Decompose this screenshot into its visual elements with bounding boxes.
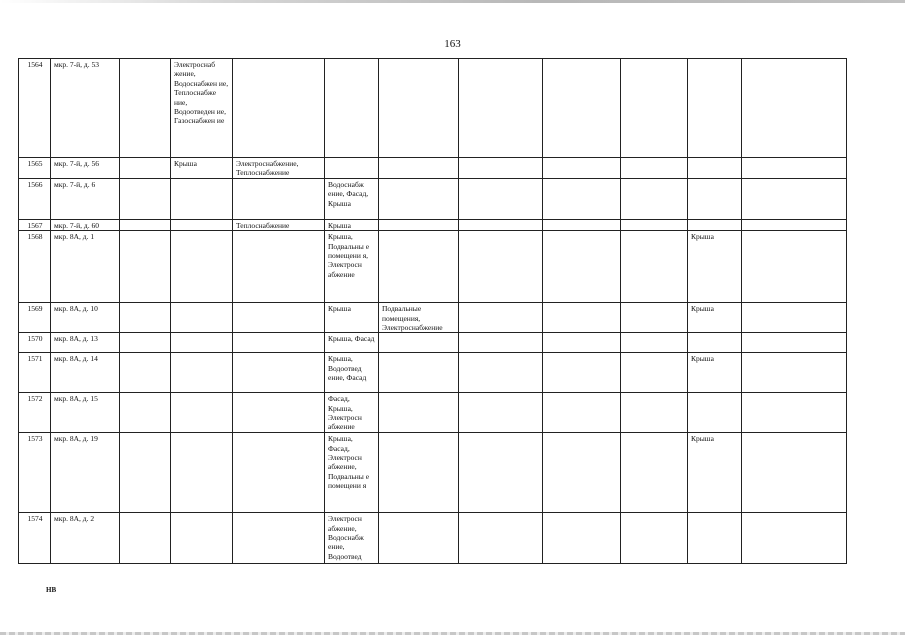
cell-c12	[742, 219, 847, 230]
cell-c3	[120, 178, 171, 219]
cell-c8	[459, 158, 543, 179]
cell-c9	[543, 433, 621, 513]
cell-c7	[379, 513, 459, 564]
cell-c9	[543, 303, 621, 333]
cell-c5	[233, 231, 325, 303]
cell-num: 1574	[19, 513, 51, 564]
cell-c5	[233, 353, 325, 393]
cell-c12	[742, 59, 847, 158]
cell-c11	[688, 178, 742, 219]
cell-c4	[171, 513, 233, 564]
cell-c3	[120, 219, 171, 230]
cell-c10	[621, 178, 688, 219]
cell-c5	[233, 333, 325, 353]
cell-c9	[543, 158, 621, 179]
cell-c10	[621, 158, 688, 179]
cell-c6	[325, 158, 379, 179]
cell-c11: Крыша	[688, 303, 742, 333]
cell-c5	[233, 393, 325, 433]
cell-c3	[120, 231, 171, 303]
cell-c5	[233, 303, 325, 333]
cell-c12	[742, 393, 847, 433]
cell-c4	[171, 393, 233, 433]
cell-c3	[120, 333, 171, 353]
cell-c11	[688, 513, 742, 564]
cell-c11: Крыша	[688, 231, 742, 303]
cell-c4: Электроснаб жение, Водоснабжен ие, Теплоснабже ние, Водоотведен ие, Газоснабжен ие	[171, 59, 233, 158]
cell-c11	[688, 333, 742, 353]
cell-c3	[120, 303, 171, 333]
cell-c4	[171, 433, 233, 513]
cell-c4	[171, 353, 233, 393]
cell-num: 1568	[19, 231, 51, 303]
cell-c6: Крыша, Подвальны е помещени я, Электросн абжение	[325, 231, 379, 303]
cell-addr: мкр. 8А, д. 15	[51, 393, 120, 433]
cell-num: 1566	[19, 178, 51, 219]
table-row	[19, 303, 847, 333]
table-row	[19, 333, 847, 353]
cell-c8	[459, 353, 543, 393]
cell-c3	[120, 433, 171, 513]
cell-c4	[171, 178, 233, 219]
cell-addr: мкр. 7-й, д. 60	[51, 219, 120, 230]
table-row	[19, 178, 847, 219]
cell-c10	[621, 303, 688, 333]
cell-num: 1569	[19, 303, 51, 333]
cell-c7	[379, 433, 459, 513]
cell-c8	[459, 433, 543, 513]
cell-c6	[325, 59, 379, 158]
cell-c12	[742, 353, 847, 393]
cell-c11: Крыша	[688, 433, 742, 513]
cell-c4: Крыша	[171, 158, 233, 179]
cell-c6: Фасад, Крыша, Электросн абжение	[325, 393, 379, 433]
cell-c12	[742, 513, 847, 564]
cell-c3	[120, 353, 171, 393]
table-row	[19, 59, 847, 158]
cell-c12	[742, 231, 847, 303]
table-row	[19, 513, 847, 564]
cell-c10	[621, 219, 688, 230]
cell-num: 1565	[19, 158, 51, 179]
cell-c5: Электроснабжение, Теплоснабжение	[233, 158, 325, 179]
cell-c6: Электросн абжение, Водоснабж ение, Водоотвед	[325, 513, 379, 564]
cell-c7: Подвальные помещения, Электроснабжение	[379, 303, 459, 333]
cell-c9	[543, 333, 621, 353]
cell-c8	[459, 393, 543, 433]
cell-num: 1572	[19, 393, 51, 433]
cell-c11	[688, 219, 742, 230]
cell-c9	[543, 219, 621, 230]
cell-c8	[459, 333, 543, 353]
cell-c9	[543, 231, 621, 303]
table-row	[19, 219, 847, 230]
cell-c12	[742, 178, 847, 219]
cell-c12	[742, 303, 847, 333]
cell-c10	[621, 333, 688, 353]
cell-c11: Крыша	[688, 353, 742, 393]
cell-c10	[621, 513, 688, 564]
cell-c5: Теплоснабжение	[233, 219, 325, 230]
footer-mark: НВ	[46, 586, 57, 594]
cell-c9	[543, 59, 621, 158]
cell-c11	[688, 393, 742, 433]
cell-c7	[379, 219, 459, 230]
cell-addr: мкр. 8А, д. 2	[51, 513, 120, 564]
cell-c8	[459, 178, 543, 219]
cell-c11	[688, 158, 742, 179]
cell-c6: Крыша, Водоотвед ение, Фасад	[325, 353, 379, 393]
cell-c10	[621, 59, 688, 158]
cell-c6: Крыша	[325, 303, 379, 333]
cell-c9	[543, 353, 621, 393]
cell-c10	[621, 393, 688, 433]
cell-c10	[621, 433, 688, 513]
cell-c6: Крыша, Фасад, Электросн абжение, Подвальны е помещени я	[325, 433, 379, 513]
cell-c12	[742, 333, 847, 353]
cell-c4	[171, 231, 233, 303]
cell-num: 1573	[19, 433, 51, 513]
cell-addr: мкр. 8А, д. 1	[51, 231, 120, 303]
cell-c7	[379, 231, 459, 303]
cell-c5	[233, 433, 325, 513]
cell-c7	[379, 353, 459, 393]
cell-c7	[379, 59, 459, 158]
cell-c3	[120, 513, 171, 564]
cell-addr: мкр. 8А, д. 19	[51, 433, 120, 513]
cell-c9	[543, 178, 621, 219]
cell-c7	[379, 158, 459, 179]
cell-c6: Крыша, Фасад	[325, 333, 379, 353]
cell-c3	[120, 158, 171, 179]
cell-num: 1567	[19, 219, 51, 230]
page-number: 163	[444, 38, 461, 50]
cell-num: 1570	[19, 333, 51, 353]
cell-c7	[379, 333, 459, 353]
table-row	[19, 393, 847, 433]
cell-num: 1571	[19, 353, 51, 393]
cell-c8	[459, 231, 543, 303]
cell-addr: мкр. 7-й, д. 6	[51, 178, 120, 219]
cell-addr: мкр. 8А, д. 10	[51, 303, 120, 333]
table-row	[19, 158, 847, 179]
cell-c5	[233, 513, 325, 564]
cell-c6: Крыша	[325, 219, 379, 230]
table-row	[19, 353, 847, 393]
cell-c4	[171, 333, 233, 353]
cell-c4	[171, 303, 233, 333]
cell-c3	[120, 393, 171, 433]
cell-addr: мкр. 8А, д. 14	[51, 353, 120, 393]
cell-num: 1564	[19, 59, 51, 158]
cell-c7	[379, 393, 459, 433]
table-row	[19, 433, 847, 513]
cell-c8	[459, 513, 543, 564]
cell-c8	[459, 303, 543, 333]
cell-c3	[120, 59, 171, 158]
table-row	[19, 231, 847, 303]
cell-c10	[621, 231, 688, 303]
cell-c9	[543, 513, 621, 564]
data-table	[18, 58, 847, 564]
cell-c9	[543, 393, 621, 433]
cell-c5	[233, 59, 325, 158]
cell-c11	[688, 59, 742, 158]
cell-c12	[742, 433, 847, 513]
cell-addr: мкр. 7-й, д. 53	[51, 59, 120, 158]
cell-addr: мкр. 8А, д. 13	[51, 333, 120, 353]
cell-c4	[171, 219, 233, 230]
scan-edge-bottom	[0, 632, 905, 635]
cell-c6: Водоснабж ение, Фасад, Крыша	[325, 178, 379, 219]
cell-c12	[742, 158, 847, 179]
scan-edge-top	[0, 0, 905, 3]
cell-c7	[379, 178, 459, 219]
cell-c8	[459, 219, 543, 230]
cell-c10	[621, 353, 688, 393]
cell-addr: мкр. 7-й, д. 56	[51, 158, 120, 179]
cell-c8	[459, 59, 543, 158]
cell-c5	[233, 178, 325, 219]
